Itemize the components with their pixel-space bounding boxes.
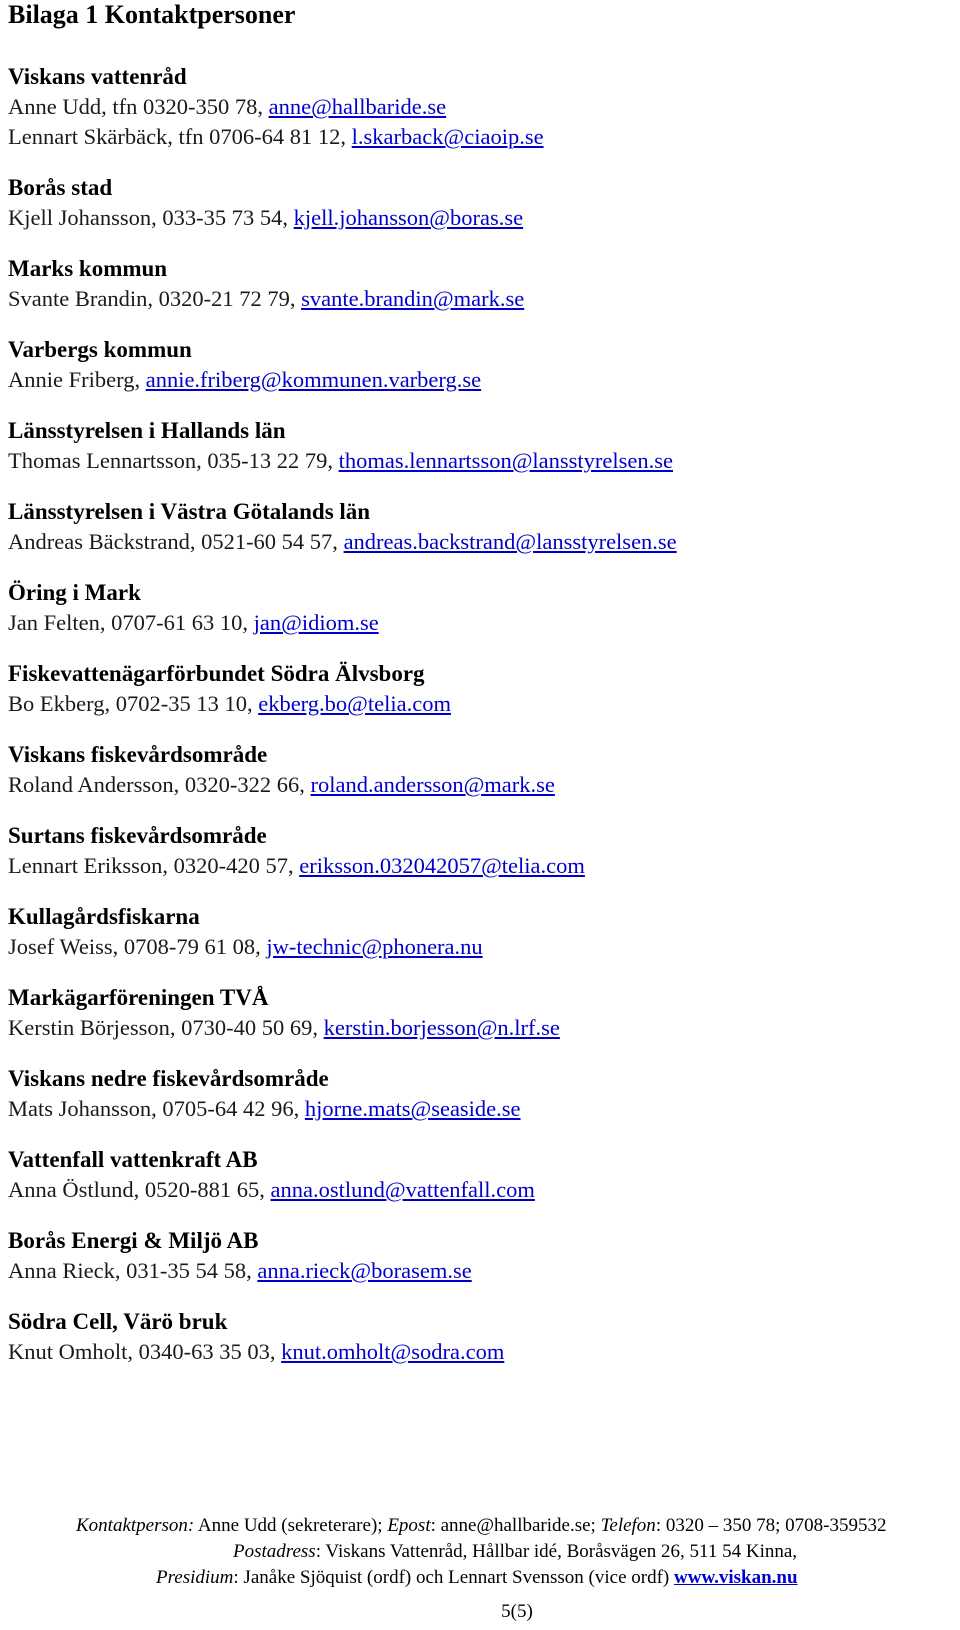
page-footer xyxy=(0,1513,960,1591)
contact-details: Lennart Eriksson, 0320-420 57, xyxy=(8,853,300,878)
organization-name: Fiskevattenägarförbundet Södra Älvsborg xyxy=(8,661,425,686)
contact-details: Anna Östlund, 0520-881 65, xyxy=(8,1177,271,1202)
contact-person xyxy=(8,92,948,122)
contact-group xyxy=(8,254,948,335)
contact-details: Lennart Skärbäck, tfn 0706-64 81 12, xyxy=(8,124,352,149)
contact-person xyxy=(8,203,948,233)
contact-details: Bo Ekberg, 0702-35 13 10, xyxy=(8,691,259,716)
email-link[interactable]: jan@idiom.se xyxy=(253,610,379,635)
contact-person xyxy=(8,1094,948,1124)
footer-phone-value: : 0320 – 350 78; 0708-359532 xyxy=(655,1515,887,1536)
organization-name: Kullagårdsfiskarna xyxy=(8,904,200,929)
organization-name: Varbergs kommun xyxy=(8,337,192,362)
email-link[interactable]: anna.rieck@borasem.se xyxy=(257,1258,472,1283)
website-link[interactable]: www.viskan.nu xyxy=(674,1567,798,1588)
contact-details: Kjell Johansson, 033-35 73 54, xyxy=(8,205,294,230)
footer-address-line xyxy=(0,1539,960,1565)
contact-person xyxy=(8,689,948,719)
footer-phone-label: Telefon xyxy=(600,1515,656,1536)
footer-contact-label: Kontaktperson: xyxy=(76,1515,195,1536)
email-link[interactable]: kjell.johansson@boras.se xyxy=(293,205,524,230)
contact-details: Mats Johansson, 0705-64 42 96, xyxy=(8,1096,305,1121)
contact-person xyxy=(8,284,948,314)
contact-group xyxy=(8,497,948,578)
contact-group xyxy=(8,335,948,416)
organization-name: Marks kommun xyxy=(8,256,168,281)
contact-group xyxy=(8,416,948,497)
footer-presidium-line xyxy=(0,1565,960,1591)
page-title: Bilaga 1 Kontaktpersoner xyxy=(8,0,296,29)
footer-presidium-label: Presidium xyxy=(156,1567,234,1588)
contact-details: Svante Brandin, 0320-21 72 79, xyxy=(8,286,302,311)
contact-person xyxy=(8,1256,948,1286)
contact-person xyxy=(8,527,948,557)
contact-person xyxy=(8,446,948,476)
contact-group xyxy=(8,902,948,983)
email-link[interactable]: roland.andersson@mark.se xyxy=(310,772,555,797)
email-link[interactable]: thomas.lennartsson@lansstyrelsen.se xyxy=(338,448,674,473)
contact-details: Anne Udd, tfn 0320-350 78, xyxy=(8,94,269,119)
footer-contact-value: Anne Udd (sekreterare); xyxy=(194,1515,388,1536)
contact-person xyxy=(8,122,948,152)
contact-group xyxy=(8,740,948,821)
contact-group xyxy=(8,821,948,902)
organization-name: Länsstyrelsen i Västra Götalands län xyxy=(8,499,371,524)
email-link[interactable]: andreas.backstrand@lansstyrelsen.se xyxy=(343,529,677,554)
contact-person xyxy=(8,770,948,800)
contact-group xyxy=(8,983,948,1064)
contact-person xyxy=(8,1175,948,1205)
email-link[interactable]: eriksson.032042057@telia.com xyxy=(299,853,585,878)
contact-details: Anna Rieck, 031-35 54 58, xyxy=(8,1258,258,1283)
email-link[interactable]: jw-technic@phonera.nu xyxy=(266,934,483,959)
email-link[interactable]: annie.friberg@kommunen.varberg.se xyxy=(145,367,482,392)
organization-name: Viskans fiskevårdsområde xyxy=(8,742,268,767)
email-link[interactable]: anne@hallbaride.se xyxy=(268,94,447,119)
contact-group xyxy=(8,1064,948,1145)
contact-details: Josef Weiss, 0708-79 61 08, xyxy=(8,934,267,959)
organization-name: Borås stad xyxy=(8,175,113,200)
contact-group xyxy=(8,62,948,173)
organization-name: Surtans fiskevårdsområde xyxy=(8,823,267,848)
footer-presidium-value: : Janåke Sjöquist (ordf) och Lennart Svensson (vice ordf) xyxy=(233,1567,674,1588)
email-link[interactable]: anna.ostlund@vattenfall.com xyxy=(270,1177,535,1202)
organization-name: Viskans vattenråd xyxy=(8,64,187,89)
footer-email-value: : anne@hallbaride.se; xyxy=(430,1515,601,1536)
organization-name: Södra Cell, Värö bruk xyxy=(8,1309,228,1334)
contact-person xyxy=(8,608,948,638)
contact-details: Roland Andersson, 0320-322 66, xyxy=(8,772,311,797)
contact-details: Kerstin Börjesson, 0730-40 50 69, xyxy=(8,1015,324,1040)
organization-name: Vattenfall vattenkraft AB xyxy=(8,1147,258,1172)
contact-details: Knut Omholt, 0340-63 35 03, xyxy=(8,1339,282,1364)
organization-name: Länsstyrelsen i Hallands län xyxy=(8,418,286,443)
contact-person xyxy=(8,1337,948,1367)
contact-person xyxy=(8,365,948,395)
contact-group xyxy=(8,1226,948,1307)
footer-email-label: Epost xyxy=(387,1515,431,1536)
contact-details: Jan Felten, 0707-61 63 10, xyxy=(8,610,254,635)
footer-address-label: Postadress xyxy=(233,1541,316,1562)
organization-name: Viskans nedre fiskevårdsområde xyxy=(8,1066,329,1091)
contact-details: Annie Friberg, xyxy=(8,367,146,392)
contact-group xyxy=(8,173,948,254)
email-link[interactable]: knut.omholt@sodra.com xyxy=(281,1339,505,1364)
contact-group xyxy=(8,1145,948,1226)
email-link[interactable]: kerstin.borjesson@n.lrf.se xyxy=(323,1015,560,1040)
contact-list xyxy=(8,62,948,1388)
email-link[interactable]: hjorne.mats@seaside.se xyxy=(304,1096,521,1121)
contact-group xyxy=(8,659,948,740)
contact-person xyxy=(8,932,948,962)
contact-person xyxy=(8,1013,948,1043)
contact-group xyxy=(8,1307,948,1388)
footer-address-value: : Viskans Vattenråd, Hållbar idé, Boråsvägen 26, 511 54 Kinna, xyxy=(315,1541,798,1562)
email-link[interactable]: ekberg.bo@telia.com xyxy=(258,691,451,716)
email-link[interactable]: svante.brandin@mark.se xyxy=(301,286,525,311)
contact-details: Thomas Lennartsson, 035-13 22 79, xyxy=(8,448,339,473)
email-link[interactable]: l.skarback@ciaoip.se xyxy=(351,124,544,149)
footer-contact-line xyxy=(0,1513,960,1539)
contact-details: Andreas Bäckstrand, 0521-60 54 57, xyxy=(8,529,344,554)
contact-person xyxy=(8,851,948,881)
organization-name: Öring i Mark xyxy=(8,580,141,605)
page-number: 5(5) xyxy=(501,1601,533,1622)
organization-name: Markägarföreningen TVÅ xyxy=(8,985,269,1010)
organization-name: Borås Energi & Miljö AB xyxy=(8,1228,259,1253)
contact-group xyxy=(8,578,948,659)
